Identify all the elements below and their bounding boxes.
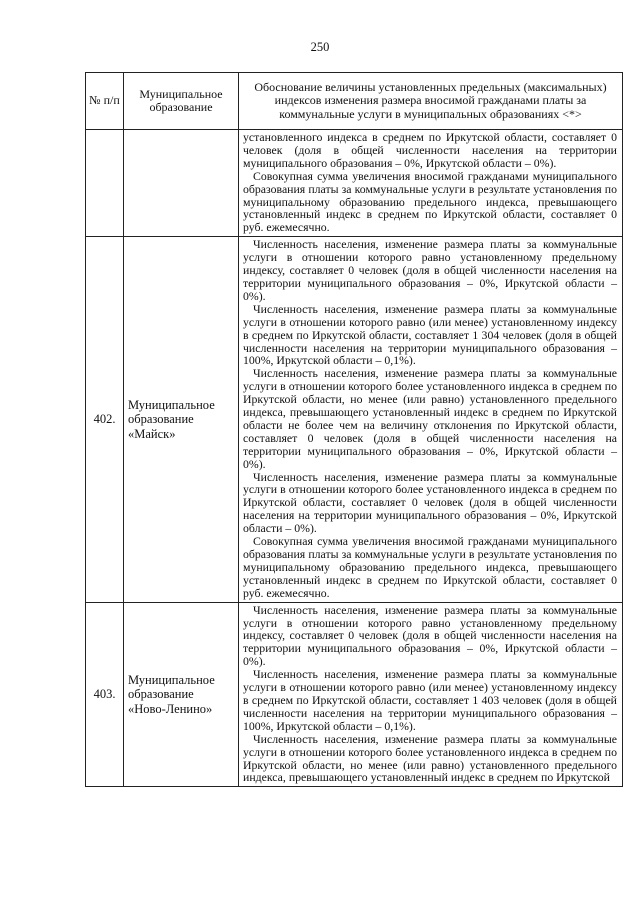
justification-cell bbox=[239, 602, 623, 787]
municipality-name bbox=[124, 602, 239, 787]
header-justification: Обоснование величины установленных предельных (максимальных) индексов изменения размера вносимой гражданами платы за коммунальные услуги в муниципальных образованиях <*> bbox=[239, 73, 623, 130]
justification-paragraph: Численность населения, изменение размера платы за коммунальные услуги в отношении которого более установленного индекса в среднем по Иркутской области, составляет 0 человек (доля в общей численности населения на территории муниципального образования – 0%, Иркутской области – 0%). bbox=[243, 469, 617, 536]
justification-cell bbox=[239, 130, 623, 237]
page-number: 250 bbox=[310, 40, 330, 54]
index-justification-table bbox=[85, 72, 623, 787]
justification-paragraph: Совокупная сумма увеличения вносимой гражданами муниципального образования платы за коммунальные услуги в результате установления по муниципальному образованию предельного индекса, превышающего установленный индекс в среднем по Иркутской области, составляет 0 руб. ежемесячно. bbox=[243, 534, 617, 600]
justification-paragraph: Численность населения, изменение размера платы за коммунальные услуги в отношении которого равно (или менее) установленному индексу в среднем по Иркутской области, составляет 1 403 человек (доля в общей численности населения на территории муниципального образования – 100%, Иркутской области – 0,1%). bbox=[243, 667, 617, 733]
justification-cell bbox=[239, 237, 623, 602]
municipality-name-line: Муниципальное bbox=[128, 397, 215, 412]
justification-paragraph: Численность населения, изменение размера платы за коммунальные услуги в отношении которого равно установленному предельному индексу, составляет 0 человек (доля в общей численности населения на территории муниципального образования – 0%, Иркутской области – 0%). bbox=[243, 237, 617, 303]
justification-paragraph: Численность населения, изменение размера платы за коммунальные услуги в отношении которого более установленного индекса в среднем по Иркутской области, но менее (или равно) установленного предельного индекса, превышающего установленный индекс в среднем по Иркутской bbox=[243, 731, 617, 785]
table-row bbox=[86, 602, 623, 787]
municipality-name bbox=[124, 237, 239, 602]
justification-paragraph: Совокупная сумма увеличения вносимой гражданами муниципального образования платы за коммунальные услуги в результате установления по муниципальному образованию предельного индекса, превышающего установленный индекс в среднем по Иркутской области, составляет 0 руб. ежемесячно. bbox=[243, 168, 617, 235]
municipality-name bbox=[124, 130, 239, 237]
municipality-name-line: образование bbox=[128, 687, 194, 702]
row-number: 402. bbox=[86, 237, 124, 602]
table-row bbox=[86, 237, 623, 602]
table-header bbox=[86, 73, 623, 130]
justification-paragraph: Численность населения, изменение размера платы за коммунальные услуги в отношении которого равно (или менее) установленному индексу в среднем по Иркутской области, составляет 1 304 человек (доля в общей численности населения на территории муниципального образования – 100%, Иркутской области – 0,1%). bbox=[243, 301, 617, 368]
municipality-name-line: Муниципальное bbox=[128, 672, 215, 687]
justification-paragraph: Численность населения, изменение размера платы за коммунальные услуги в отношении которого более установленного индекса в среднем по Иркутской области, но менее (или равно) установленного предельного индекса, превышающего установленный индекс в среднем по Иркутской области не более чем на величину отклонения по Иркутской области, составляет 0 человек (доля в общей численности населения на территории муниципального образования – 0%, Иркутской области – 0%). bbox=[243, 366, 617, 471]
row-number bbox=[86, 130, 124, 237]
header-municipality: Муниципальное образование bbox=[124, 73, 239, 130]
header-num: № п/п bbox=[86, 73, 124, 130]
row-number: 403. bbox=[86, 602, 124, 787]
municipality-name-line: «Ново-Ленино» bbox=[128, 701, 213, 716]
table-body bbox=[86, 130, 623, 787]
justification-paragraph: установленного индекса в среднем по Иркутской области, составляет 0 человек (доля в общей численности населения на территории муниципального образования – 0%, Иркутской области – 0%). bbox=[243, 130, 617, 170]
justification-paragraph: Численность населения, изменение размера платы за коммунальные услуги в отношении которого равно установленному предельному индексу, составляет 0 человек (доля в общей численности населения на территории муниципального образования – 0%, Иркутской области – 0%). bbox=[243, 602, 617, 669]
table-row bbox=[86, 130, 623, 237]
municipality-name-line: «Майск» bbox=[128, 426, 176, 441]
municipality-name-line: образование bbox=[128, 412, 194, 427]
